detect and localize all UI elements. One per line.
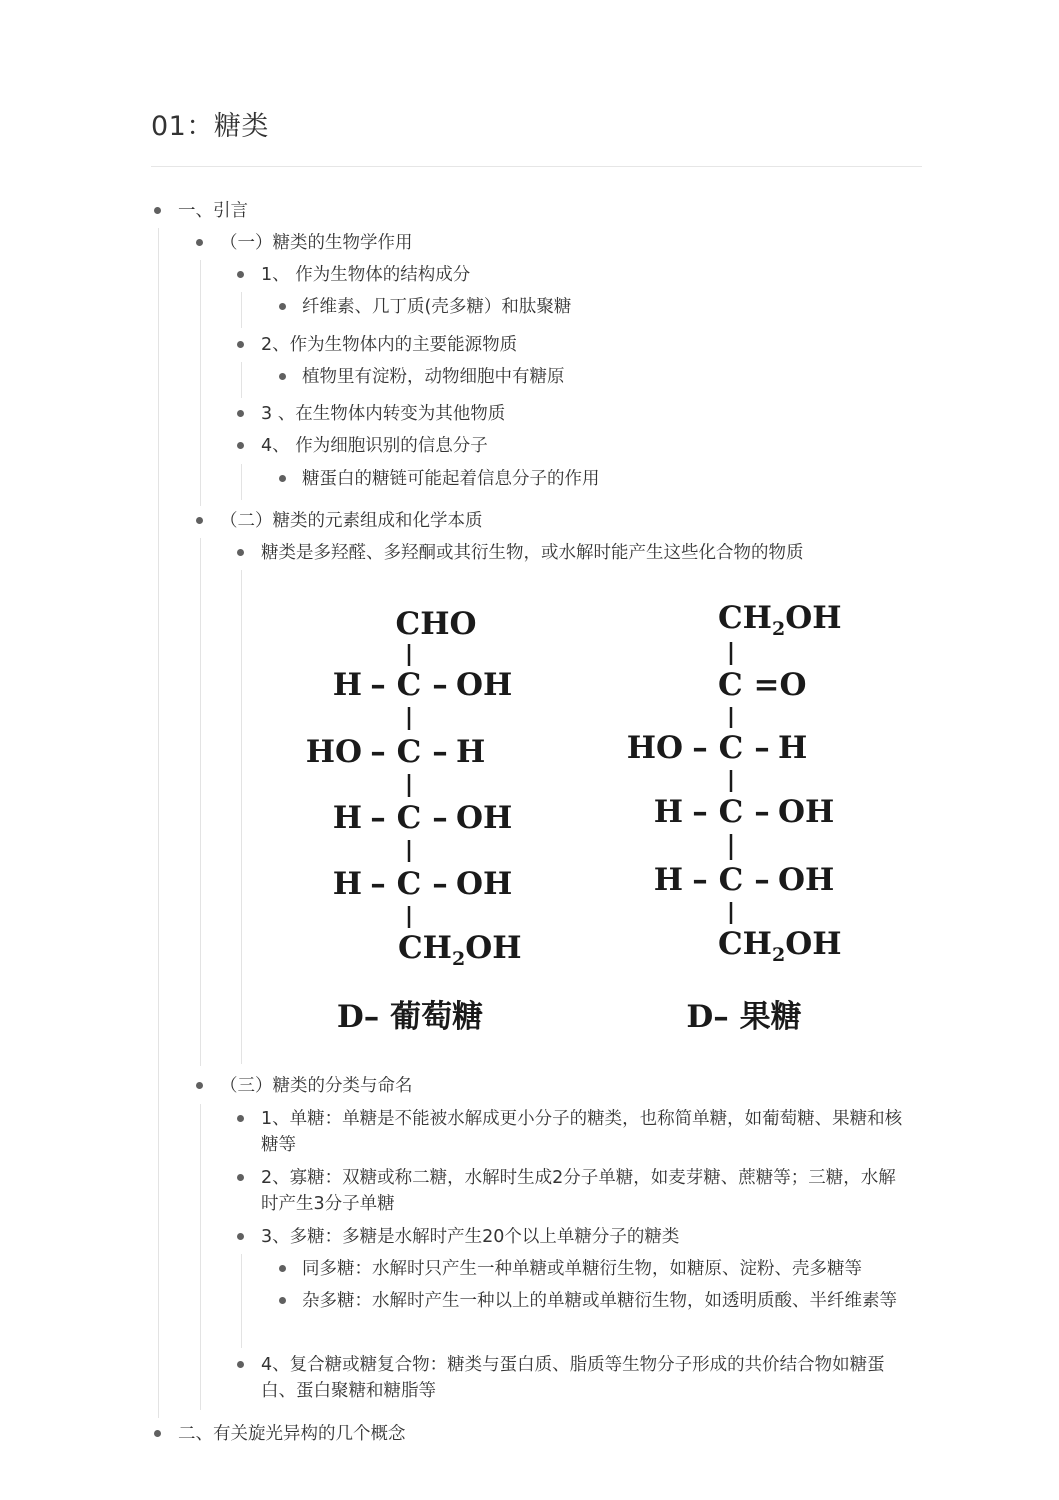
bullet-dot bbox=[279, 475, 286, 482]
outline-guide-level3-figure bbox=[241, 570, 242, 1064]
glucose-dash: – bbox=[370, 800, 386, 836]
outline-item-l4: 同多糖：水解时只产生一种单糖或单糖衍生物，如糖原、淀粉、壳多糖等 bbox=[302, 1259, 862, 1279]
glucose-dash: – bbox=[370, 866, 386, 902]
bullet-dot bbox=[237, 549, 244, 556]
glucose-left-atom: H bbox=[332, 667, 362, 703]
fructose-dash: – bbox=[754, 794, 770, 830]
outline-item-l2: （三）糖类的分类与命名 bbox=[220, 1076, 413, 1096]
bullet-dot bbox=[237, 1233, 244, 1240]
fructose-dash: – bbox=[692, 730, 708, 766]
outline-item-l3: 4、 作为细胞识别的信息分子 bbox=[261, 436, 488, 456]
fructose-row-1 bbox=[627, 730, 808, 766]
bullet-dot bbox=[154, 1430, 161, 1437]
glucose-carbon: C bbox=[396, 866, 422, 902]
glucose-row-3 bbox=[333, 800, 513, 836]
glucose-row-1 bbox=[333, 667, 513, 703]
fructose-top-group: $CH_2OH$ bbox=[718, 600, 842, 640]
glucose-row-2 bbox=[306, 734, 486, 770]
sugar-structure-figure bbox=[290, 590, 850, 1050]
bullet-dot bbox=[196, 239, 203, 246]
outline-guide-level2 bbox=[200, 260, 201, 506]
outline-guide-level2-b bbox=[200, 538, 201, 1066]
outline-item-l4: 纤维素、几丁质(壳多糖）和肽聚糖 bbox=[302, 297, 572, 317]
glucose-dash: – bbox=[370, 734, 386, 770]
title-divider bbox=[151, 166, 922, 167]
glucose-dash: – bbox=[370, 667, 386, 703]
fructose-right-atom: OH bbox=[778, 862, 835, 898]
bullet-dot bbox=[279, 1265, 286, 1272]
fructose-carbonyl: C =O bbox=[718, 667, 807, 703]
outline-item-l1: 二、有关旋光异构的几个概念 bbox=[178, 1424, 406, 1444]
fructose-row-2 bbox=[654, 794, 835, 830]
bullet-dot bbox=[237, 271, 244, 278]
fructose-left-atom: H bbox=[653, 862, 683, 898]
fructose-right-atom: H bbox=[778, 730, 808, 766]
fructose-carbon: C bbox=[718, 862, 744, 898]
outline-item-l3: 糖类是多羟醛、多羟酮或其衍生物，或水解时能产生这些化合物的物质 bbox=[261, 543, 804, 563]
fructose-dash: – bbox=[754, 862, 770, 898]
fructose-left-atom: HO bbox=[626, 730, 683, 766]
glucose-dash: – bbox=[432, 667, 448, 703]
outline-guide-level3-a bbox=[241, 292, 242, 328]
glucose-bottom-group: $CH_2OH$ bbox=[398, 930, 522, 970]
fructose-row-3 bbox=[654, 862, 835, 898]
fructose-left-atom: H bbox=[653, 794, 683, 830]
outline-item-l3: 2、作为生物体内的主要能源物质 bbox=[261, 335, 518, 355]
glucose-right-atom: OH bbox=[456, 667, 513, 703]
glucose-left-atom: HO bbox=[305, 734, 362, 770]
outline-item-l3: 1、 作为生物体的结构成分 bbox=[261, 265, 471, 285]
glucose-right-atom: OH bbox=[456, 866, 513, 902]
outline-guide-level3-b bbox=[241, 362, 242, 398]
glucose-left-atom: H bbox=[332, 866, 362, 902]
glucose-carbon: C bbox=[396, 667, 422, 703]
outline-guide-level3-c bbox=[241, 1254, 242, 1348]
glucose-right-atom: H bbox=[456, 734, 486, 770]
fructose-carbon: C bbox=[718, 730, 744, 766]
glucose-dash: – bbox=[432, 734, 448, 770]
fructose-dash: – bbox=[692, 794, 708, 830]
glucose-dash: – bbox=[432, 800, 448, 836]
fructose-bottom-group: $CH_2OH$ bbox=[718, 926, 842, 966]
bullet-dot bbox=[237, 1174, 244, 1181]
bullet-dot bbox=[237, 1115, 244, 1122]
outline-item-l2: （二）糖类的元素组成和化学本质 bbox=[220, 511, 483, 531]
bullet-dot bbox=[279, 373, 286, 380]
glucose-carbon: C bbox=[396, 800, 422, 836]
bullet-dot bbox=[237, 1361, 244, 1368]
bullet-dot bbox=[154, 207, 161, 214]
glucose-right-atom: OH bbox=[456, 800, 513, 836]
outline-guide-level3-d bbox=[241, 464, 242, 500]
bullet-dot bbox=[196, 1082, 203, 1089]
bullet-dot bbox=[196, 517, 203, 524]
bullet-dot bbox=[237, 410, 244, 417]
glucose-caption: D– 葡萄糖 bbox=[336, 999, 484, 1035]
outline-guide-level1 bbox=[158, 228, 159, 1418]
page-title: 01：糖类 bbox=[151, 111, 269, 142]
outline-item-l3: 3 、在生物体内转变为其他物质 bbox=[261, 404, 506, 424]
glucose-left-atom: H bbox=[332, 800, 362, 836]
outline-item-l3: 2、寡糖：双糖或称二糖，水解时生成2分子单糖，如麦芽糖、蔗糖等；三糖，水解时产生3分子单糖 bbox=[261, 1168, 896, 1214]
outline-item-l3: 4、复合糖或糖复合物：糖类与蛋白质、脂质等生物分子形成的共价结合物如糖蛋白、蛋白聚糖和糖脂等 bbox=[261, 1355, 885, 1401]
bullet-dot bbox=[279, 303, 286, 310]
outline-item-l3: 3、多糖：多糖是水解时产生20个以上单糖分子的糖类 bbox=[261, 1227, 680, 1247]
fructose-right-atom: OH bbox=[778, 794, 835, 830]
fructose-caption: D– 果糖 bbox=[686, 999, 802, 1035]
outline-guide-level2-c bbox=[200, 1104, 201, 1410]
glucose-dash: – bbox=[432, 866, 448, 902]
glucose-row-4 bbox=[333, 866, 513, 902]
fructose-dash: – bbox=[692, 862, 708, 898]
glucose-carbon: C bbox=[396, 734, 422, 770]
outline-item-l3: 1、单糖：单糖是不能被水解成更小分子的糖类，也称简单糖，如葡萄糖、果糖和核糖等 bbox=[261, 1109, 903, 1155]
bullet-dot bbox=[237, 442, 244, 449]
glucose-top-group: CHO bbox=[395, 606, 477, 642]
outline-item-l4: 糖蛋白的糖链可能起着信息分子的作用 bbox=[302, 469, 600, 489]
outline-item-l1: 一、引言 bbox=[178, 201, 248, 221]
bullet-dot bbox=[237, 341, 244, 348]
outline-item-l4: 杂多糖：水解时产生一种以上的单糖或单糖衍生物，如透明质酸、半纤维素等 bbox=[302, 1291, 897, 1311]
outline-item-l4: 植物里有淀粉，动物细胞中有糖原 bbox=[302, 367, 565, 387]
bullet-dot bbox=[279, 1297, 286, 1304]
fructose-carbon: C bbox=[718, 794, 744, 830]
outline-item-l2: （一）糖类的生物学作用 bbox=[220, 233, 413, 253]
fructose-dash: – bbox=[754, 730, 770, 766]
